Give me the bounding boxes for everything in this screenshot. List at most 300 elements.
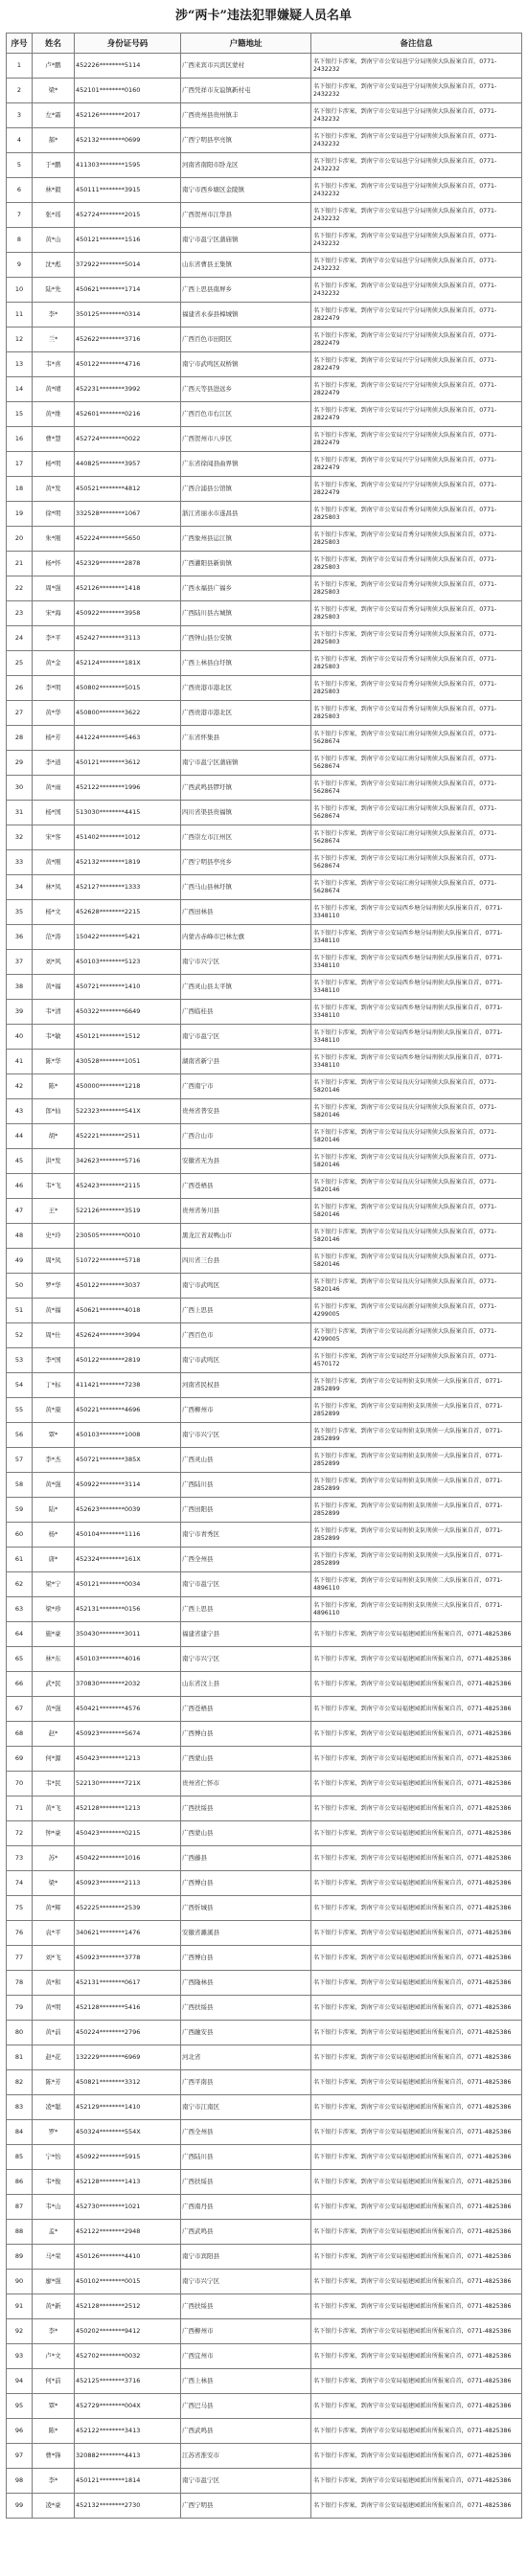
cell-id: 452132********1819 xyxy=(75,850,181,875)
cell-seq: 92 xyxy=(7,2319,33,2344)
table-row xyxy=(7,1796,522,1821)
cell-id: 320882********4413 xyxy=(75,2444,181,2469)
cell-address: 四川省三台县 xyxy=(181,1249,311,1274)
cell-id: 450111********3915 xyxy=(75,178,181,203)
cell-name: 林*凤 xyxy=(33,875,75,900)
table-row xyxy=(7,1871,522,1896)
cell-address: 广西陆川县古城镇 xyxy=(181,601,311,626)
cell-address: 广西南丹县 xyxy=(181,2195,311,2220)
table-row xyxy=(7,2319,522,2344)
cell-name: 黄*明 xyxy=(33,1996,75,2021)
cell-name: 黄*强 xyxy=(33,1697,75,1722)
cell-id: 452122********2948 xyxy=(75,2220,181,2245)
cell-note: 名下银行卡涉案，到南宁市公安局兴宁分局刑侦大队报案自首，0771-2822479 xyxy=(311,352,522,377)
cell-seq: 61 xyxy=(7,1548,33,1572)
cell-name: 梁*珍 xyxy=(33,1597,75,1622)
cell-seq: 25 xyxy=(7,651,33,676)
table-row xyxy=(7,1548,522,1572)
cell-id: 452132********2730 xyxy=(75,2494,181,2519)
cell-name: 赵* xyxy=(33,1722,75,1747)
cell-note: 名下银行卡涉案，到南宁市公安局邕宁分局刑侦大队报案自首，0771-2432232 xyxy=(311,153,522,178)
cell-note: 名下银行卡涉案，到南宁市公安局福建园派出所报案自首，0771-4825386 xyxy=(311,2220,522,2245)
cell-note: 名下银行卡涉案，到南宁市公安局邕宁分局刑侦大队报案自首，0771-2432232 xyxy=(311,253,522,278)
header-address: 户籍地址 xyxy=(181,34,311,54)
cell-note: 名下银行卡涉案，到南宁市公安局刑侦支队刑侦一大队报案自首，0771-2852899 xyxy=(311,1398,522,1423)
cell-name: 胡* xyxy=(33,1124,75,1149)
cell-note: 名下银行卡涉案，到南宁市公安局福建园派出所报案自首，0771-4825386 xyxy=(311,1821,522,1846)
cell-id: 450224********2796 xyxy=(75,2021,181,2045)
cell-note: 名下银行卡涉案，到南宁市公安局福建园派出所报案自首，0771-4825386 xyxy=(311,2021,522,2045)
table-row xyxy=(7,2120,522,2145)
cell-id: 411421********7238 xyxy=(75,1373,181,1398)
cell-note: 名下银行卡涉案，到南宁市公安局邕宁分局刑侦大队报案自首，0771-2432232 xyxy=(311,103,522,128)
cell-name: 梁* xyxy=(33,1871,75,1896)
cell-name: 李* xyxy=(33,2319,75,2344)
cell-note: 名下银行卡涉案，到南宁市公安局邕宁分局刑侦大队报案自首，0771-2432232 xyxy=(311,54,522,79)
cell-address: 黑龙江省双鸭山市 xyxy=(181,1224,311,1249)
table-row xyxy=(7,1149,522,1174)
cell-name: 黄*福 xyxy=(33,975,75,1000)
table-row xyxy=(7,751,522,776)
cell-name: 李*明 xyxy=(33,676,75,701)
table-row xyxy=(7,402,522,427)
table-row xyxy=(7,2220,522,2245)
cell-name: 卢*文 xyxy=(33,2344,75,2369)
cell-note: 名下银行卡涉案，到南宁市公安局经开分局刑侦大队报案自首，0771-4570172 xyxy=(311,1348,522,1373)
cell-address: 广西博白县 xyxy=(181,1946,311,1971)
table-row xyxy=(7,2070,522,2095)
table-row xyxy=(7,950,522,975)
cell-note: 名下银行卡涉案，到南宁市公安局良庆分局刑侦大队报案自首，0771-5820146 xyxy=(311,1149,522,1174)
cell-seq: 23 xyxy=(7,601,33,626)
cell-name: 刘*飞 xyxy=(33,1946,75,1971)
cell-address: 南宁市邕宁区蒲庙镇 xyxy=(181,228,311,253)
cell-seq: 97 xyxy=(7,2444,33,2469)
cell-address: 广西合浦县公馆镇 xyxy=(181,477,311,502)
cell-seq: 98 xyxy=(7,2469,33,2494)
cell-id: 452224********5650 xyxy=(75,527,181,552)
cell-seq: 38 xyxy=(7,975,33,1000)
cell-name: 曹*锋 xyxy=(33,2444,75,2469)
cell-seq: 93 xyxy=(7,2344,33,2369)
cell-note: 名下银行卡涉案，到南宁市公安局兴宁分局刑侦大队报案自首，0771-2822479 xyxy=(311,303,522,328)
cell-seq: 12 xyxy=(7,328,33,352)
table-row xyxy=(7,900,522,925)
cell-seq: 17 xyxy=(7,452,33,477)
cell-address: 广西合山市 xyxy=(181,1124,311,1149)
cell-id: 452231********3992 xyxy=(75,377,181,402)
cell-address: 南宁市宾阳县 xyxy=(181,2245,311,2270)
cell-note: 名下银行卡涉案，到南宁市公安局福建园派出所报案自首，0771-4825386 xyxy=(311,1772,522,1796)
table-row xyxy=(7,427,522,452)
cell-note: 名下银行卡涉案，到南宁市公安局福建园派出所报案自首，0771-4825386 xyxy=(311,2444,522,2469)
table-row xyxy=(7,377,522,402)
cell-seq: 30 xyxy=(7,776,33,801)
cell-address: 广西陆川县 xyxy=(181,1473,311,1498)
table-row xyxy=(7,825,522,850)
cell-note: 名下银行卡涉案，到南宁市公安局西乡塘分局刑侦大队报案自首，0771-3348110 xyxy=(311,925,522,950)
table-row xyxy=(7,1846,522,1871)
cell-id: 450121********3612 xyxy=(75,751,181,776)
cell-id: 450202********9412 xyxy=(75,2319,181,2344)
cell-seq: 82 xyxy=(7,2070,33,2095)
table-row xyxy=(7,1971,522,1996)
cell-name: 陆*先 xyxy=(33,278,75,303)
cell-note: 名下银行卡涉案，到南宁市公安局江南分局刑侦大队报案自首，0771-5628674 xyxy=(311,825,522,850)
table-row xyxy=(7,303,522,328)
cell-seq: 13 xyxy=(7,352,33,377)
cell-seq: 32 xyxy=(7,825,33,850)
cell-name: 梁*宁 xyxy=(33,1572,75,1597)
cell-address: 广西武鸣县 xyxy=(181,2220,311,2245)
cell-id: 430528********1051 xyxy=(75,1050,181,1074)
table-row xyxy=(7,1946,522,1971)
cell-id: 452622********3716 xyxy=(75,328,181,352)
cell-note: 名下银行卡涉案，到南宁市公安局福建园派出所报案自首，0771-4825386 xyxy=(311,1971,522,1996)
cell-note: 名下银行卡涉案，到南宁市公安局兴宁分局刑侦大队报案自首，0771-2822479 xyxy=(311,328,522,352)
cell-name: 刘*风 xyxy=(33,950,75,975)
cell-address: 广西永福县广福乡 xyxy=(181,576,311,601)
cell-name: 宋*客 xyxy=(33,825,75,850)
cell-seq: 9 xyxy=(7,253,33,278)
table-row xyxy=(7,1523,522,1548)
cell-seq: 62 xyxy=(7,1572,33,1597)
cell-note: 名下银行卡涉案，到南宁市公安局福建园派出所报案自首，0771-4825386 xyxy=(311,2494,522,2519)
table-row xyxy=(7,2444,522,2469)
cell-id: 450104********1116 xyxy=(75,1523,181,1548)
cell-id: 342623********5716 xyxy=(75,1149,181,1174)
cell-note: 名下银行卡涉案，到南宁市公安局福建园派出所报案自首，0771-4825386 xyxy=(311,2294,522,2319)
cell-id: 450721********385X xyxy=(75,1448,181,1473)
cell-address: 贵州省普安县 xyxy=(181,1099,311,1124)
cell-name: 黄*强 xyxy=(33,1473,75,1498)
cell-seq: 73 xyxy=(7,1846,33,1871)
cell-note: 名下银行卡涉案，到南宁市公安局邕宁分局刑侦大队报案自首，0771-2432232 xyxy=(311,203,522,228)
cell-note: 名下银行卡涉案，到南宁市公安局青秀分局刑侦大队报案自首，0771-2825803 xyxy=(311,502,522,527)
table-row xyxy=(7,1572,522,1597)
cell-seq: 69 xyxy=(7,1747,33,1772)
cell-seq: 86 xyxy=(7,2170,33,2195)
cell-note: 名下银行卡涉案，到南宁市公安局福建园派出所报案自首，0771-4825386 xyxy=(311,1921,522,1946)
cell-name: 沈*彪 xyxy=(33,253,75,278)
cell-seq: 54 xyxy=(7,1373,33,1398)
table-row xyxy=(7,1299,522,1323)
cell-id: 450923********3778 xyxy=(75,1946,181,1971)
cell-note: 名下银行卡涉案，到南宁市公安局西乡塘分局刑侦大队报案自首，0771-3348110 xyxy=(311,950,522,975)
cell-address: 江苏省淮安市 xyxy=(181,2444,311,2469)
cell-seq: 16 xyxy=(7,427,33,452)
cell-name: 陈*芳 xyxy=(33,2070,75,2095)
cell-id: 450103********5123 xyxy=(75,950,181,975)
cell-name: 马*荣 xyxy=(33,2245,75,2270)
cell-note: 名下银行卡涉案，到南宁市公安局福建园派出所报案自首，0771-4825386 xyxy=(311,2344,522,2369)
cell-id: 440825********3957 xyxy=(75,452,181,477)
cell-name: 张*瑶 xyxy=(33,203,75,228)
cell-note: 名下银行卡涉案，到南宁市公安局刑侦支队刑侦一大队报案自首，0771-2852899 xyxy=(311,1548,522,1572)
cell-name: 凌*豪 xyxy=(33,2494,75,2519)
cell-seq: 21 xyxy=(7,552,33,576)
cell-note: 名下银行卡涉案，到南宁市公安局福建园派出所报案自首，0771-4825386 xyxy=(311,2270,522,2294)
cell-seq: 34 xyxy=(7,875,33,900)
header-note: 备注信息 xyxy=(311,34,522,54)
table-row xyxy=(7,2270,522,2294)
cell-name: 黄*前 xyxy=(33,2021,75,2045)
cell-note: 名下银行卡涉案，到南宁市公安局西乡塘分局刑侦大队报案自首，0771-3348110 xyxy=(311,1000,522,1025)
cell-id: 350430********3011 xyxy=(75,1622,181,1647)
cell-address: 河南省民权县 xyxy=(181,1373,311,1398)
cell-id: 350125********0314 xyxy=(75,303,181,328)
cell-note: 名下银行卡涉案，到南宁市公安局福建园派出所报案自首，0771-4825386 xyxy=(311,1747,522,1772)
table-row xyxy=(7,850,522,875)
cell-note: 名下银行卡涉案，到南宁市公安局福建园派出所报案自首，0771-4825386 xyxy=(311,2045,522,2070)
cell-id: 452127********1333 xyxy=(75,875,181,900)
cell-seq: 60 xyxy=(7,1523,33,1548)
cell-address: 湖南省新宁县 xyxy=(181,1050,311,1074)
cell-seq: 19 xyxy=(7,502,33,527)
cell-note: 名下银行卡涉案，到南宁市公安局福建园派出所报案自首，0771-4825386 xyxy=(311,2319,522,2344)
cell-id: 411303********1595 xyxy=(75,153,181,178)
cell-seq: 3 xyxy=(7,103,33,128)
cell-note: 名下银行卡涉案，到南宁市公安局高新分局刑侦大队报案自首，0771-4299005 xyxy=(311,1299,522,1323)
cell-seq: 44 xyxy=(7,1124,33,1149)
cell-address: 广西马山县林圩镇 xyxy=(181,875,311,900)
table-row xyxy=(7,2170,522,2195)
cell-seq: 47 xyxy=(7,1199,33,1224)
cell-seq: 70 xyxy=(7,1772,33,1796)
cell-note: 名下银行卡涉案，到南宁市公安局邕宁分局刑侦大队报案自首，0771-2432232 xyxy=(311,128,522,153)
cell-address: 广西柳州市 xyxy=(181,2319,311,2344)
cell-seq: 95 xyxy=(7,2394,33,2419)
cell-address: 广西武鸣县 xyxy=(181,2419,311,2444)
cell-id: 450802********5015 xyxy=(75,676,181,701)
cell-seq: 8 xyxy=(7,228,33,253)
table-row xyxy=(7,1398,522,1423)
cell-address: 广西百色市右江区 xyxy=(181,402,311,427)
table-row xyxy=(7,502,522,527)
cell-id: 450922********3958 xyxy=(75,601,181,626)
cell-id: 513030********4415 xyxy=(75,801,181,825)
cell-name: 覃* xyxy=(33,1423,75,1448)
cell-name: 王* xyxy=(33,1199,75,1224)
cell-seq: 90 xyxy=(7,2270,33,2294)
cell-note: 名下银行卡涉案，到南宁市公安局福建园派出所报案自首，0771-4825386 xyxy=(311,1672,522,1697)
cell-note: 名下银行卡涉案，到南宁市公安局江南分局刑侦大队报案自首，0771-5628674 xyxy=(311,726,522,751)
cell-id: 450221********4696 xyxy=(75,1398,181,1423)
cell-name: 黄*和 xyxy=(33,1971,75,1996)
cell-address: 河北省 xyxy=(181,2045,311,2070)
cell-seq: 74 xyxy=(7,1871,33,1896)
cell-seq: 84 xyxy=(7,2120,33,2145)
table-row xyxy=(7,1821,522,1846)
cell-id: 452324********161X xyxy=(75,1548,181,1572)
cell-note: 名下银行卡涉案，到南宁市公安局邕宁分局刑侦大队报案自首，0771-2432232 xyxy=(311,178,522,203)
cell-note: 名下银行卡涉案，到南宁市公安局刑侦支队刑侦一大队报案自首，0771-2852899 xyxy=(311,1448,522,1473)
cell-seq: 94 xyxy=(7,2369,33,2394)
cell-name: 杨*文 xyxy=(33,900,75,925)
cell-note: 名下银行卡涉案，到南宁市公安局福建园派出所报案自首，0771-4825386 xyxy=(311,1871,522,1896)
cell-note: 名下银行卡涉案，到南宁市公安局福建园派出所报案自首，0771-4825386 xyxy=(311,1647,522,1672)
cell-id: 372922********5014 xyxy=(75,253,181,278)
cell-note: 名下银行卡涉案，到南宁市公安局兴宁分局刑侦大队报案自首，0771-2822479 xyxy=(311,377,522,402)
cell-name: 罗* xyxy=(33,2120,75,2145)
cell-name: 韦*俊 xyxy=(33,2170,75,2195)
cell-seq: 39 xyxy=(7,1000,33,1025)
cell-seq: 91 xyxy=(7,2294,33,2319)
cell-seq: 72 xyxy=(7,1821,33,1846)
cell-name: 黄*雨 xyxy=(33,776,75,801)
cell-name: 黄*华 xyxy=(33,701,75,726)
cell-name: 郎*仙 xyxy=(33,1099,75,1124)
cell-id: 452724********2015 xyxy=(75,203,181,228)
cell-seq: 37 xyxy=(7,950,33,975)
table-row xyxy=(7,1647,522,1672)
cell-note: 名下银行卡涉案，到南宁市公安局良庆分局刑侦大队报案自首，0771-5820146 xyxy=(311,1099,522,1124)
cell-address: 广西苍梧县 xyxy=(181,1174,311,1199)
cell-note: 名下银行卡涉案，到南宁市公安局刑侦支队刑侦二大队报案自首，0771-4896110 xyxy=(311,1572,522,1597)
cell-seq: 71 xyxy=(7,1796,33,1821)
table-row xyxy=(7,79,522,103)
table-row xyxy=(7,1373,522,1398)
cell-note: 名下银行卡涉案，到南宁市公安局良庆分局刑侦大队报案自首，0771-5820146 xyxy=(311,1174,522,1199)
cell-address: 广西扶绥县 xyxy=(181,2294,311,2319)
cell-name: 李*杰 xyxy=(33,1448,75,1473)
cell-name: 曹*慧 xyxy=(33,427,75,452)
cell-seq: 42 xyxy=(7,1074,33,1099)
cell-id: 450122********2819 xyxy=(75,1348,181,1373)
cell-address: 广西藤县 xyxy=(181,1846,311,1871)
cell-address: 广西蒙山县 xyxy=(181,1821,311,1846)
cell-address: 广西灵山县 xyxy=(181,1448,311,1473)
cell-address: 南宁市武鸣区 xyxy=(181,1348,311,1373)
cell-address: 广西南宁市 xyxy=(181,1074,311,1099)
table-row xyxy=(7,2469,522,2494)
cell-note: 名下银行卡涉案，到南宁市公安局福建园派出所报案自首，0771-4825386 xyxy=(311,2245,522,2270)
cell-id: 450000********1218 xyxy=(75,1074,181,1099)
cell-seq: 56 xyxy=(7,1423,33,1448)
cell-id: 452129********1410 xyxy=(75,2095,181,2120)
table-row xyxy=(7,54,522,79)
cell-id: 452729********004X xyxy=(75,2394,181,2419)
table-row xyxy=(7,1249,522,1274)
cell-note: 名下银行卡涉案，到南宁市公安局西乡塘分局刑侦大队报案自首，0771-3348110 xyxy=(311,900,522,925)
cell-address: 广西临桂县 xyxy=(181,1000,311,1025)
cell-name: 韦*山 xyxy=(33,2195,75,2220)
table-row xyxy=(7,2294,522,2319)
table-row xyxy=(7,452,522,477)
cell-address: 广西全州县 xyxy=(181,1548,311,1572)
cell-note: 名下银行卡涉案，到南宁市公安局良庆分局刑侦大队报案自首，0771-5820146 xyxy=(311,1249,522,1274)
cell-address: 广西蒙山县 xyxy=(181,1747,311,1772)
table-row xyxy=(7,1697,522,1722)
cell-id: 450121********1512 xyxy=(75,1025,181,1050)
cell-name: 宋*海 xyxy=(33,601,75,626)
cell-note: 名下银行卡涉案，到南宁市公安局刑侦支队刑侦一大队报案自首，0771-2852899 xyxy=(311,1373,522,1398)
cell-address: 贵州省仁怀市 xyxy=(181,1772,311,1796)
cell-id: 450800********3622 xyxy=(75,701,181,726)
cell-note: 名下银行卡涉案，到南宁市公安局福建园派出所报案自首，0771-4825386 xyxy=(311,2369,522,2394)
cell-address: 广西融安县 xyxy=(181,2021,311,2045)
cell-address: 广西扶绥县 xyxy=(181,1796,311,1821)
cell-id: 450923********5674 xyxy=(75,1722,181,1747)
cell-address: 广西钟山县公安镇 xyxy=(181,626,311,651)
cell-id: 150422********5421 xyxy=(75,925,181,950)
cell-id: 452628********2215 xyxy=(75,900,181,925)
cell-address: 广西宜州市 xyxy=(181,2344,311,2369)
cell-id: 450121********0034 xyxy=(75,1572,181,1597)
cell-seq: 64 xyxy=(7,1622,33,1647)
cell-address: 山东省曹县王集镇 xyxy=(181,253,311,278)
cell-seq: 36 xyxy=(7,925,33,950)
cell-address: 南宁市兴宁区 xyxy=(181,950,311,975)
cell-seq: 41 xyxy=(7,1050,33,1074)
table-row xyxy=(7,2344,522,2369)
cell-id: 450102********0015 xyxy=(75,2270,181,2294)
cell-seq: 65 xyxy=(7,1647,33,1672)
cell-seq: 85 xyxy=(7,2145,33,2170)
cell-id: 452601********0216 xyxy=(75,402,181,427)
cell-id: 452132********0699 xyxy=(75,128,181,153)
cell-address: 南宁市西乡塘区金陵镇 xyxy=(181,178,311,203)
cell-name: 韦*敏 xyxy=(33,1025,75,1050)
cell-id: 450322********6649 xyxy=(75,1000,181,1025)
table-row xyxy=(7,2245,522,2270)
cell-note: 名下银行卡涉案，到南宁市公安局良庆分局刑侦大队报案自首，0771-5820146 xyxy=(311,1274,522,1299)
cell-address: 南宁市邕宁区蒲庙镇 xyxy=(181,751,311,776)
table-body xyxy=(7,54,522,2519)
cell-name: 林*毅 xyxy=(33,178,75,203)
cell-name: 洪*发 xyxy=(33,1149,75,1174)
cell-id: 450423********0215 xyxy=(75,1821,181,1846)
cell-seq: 35 xyxy=(7,900,33,925)
cell-name: 陈*华 xyxy=(33,1050,75,1074)
table-row xyxy=(7,203,522,228)
cell-name: 杨*国 xyxy=(33,801,75,825)
cell-note: 名下银行卡涉案，到南宁市公安局福建园派出所报案自首，0771-4825386 xyxy=(311,1722,522,1747)
cell-seq: 7 xyxy=(7,203,33,228)
cell-name: 黄*新 xyxy=(33,2294,75,2319)
cell-note: 名下银行卡涉案，到南宁市公安局刑侦支队刑侦一大队报案自首，0771-2852899 xyxy=(311,1473,522,1498)
cell-id: 522323********541X xyxy=(75,1099,181,1124)
table-row xyxy=(7,1099,522,1124)
cell-id: 452101********0160 xyxy=(75,79,181,103)
cell-seq: 66 xyxy=(7,1672,33,1697)
cell-seq: 46 xyxy=(7,1174,33,1199)
cell-name: 宁*怡 xyxy=(33,2145,75,2170)
cell-address: 广西武鸣县锣圩镇 xyxy=(181,776,311,801)
table-row xyxy=(7,1025,522,1050)
cell-note: 名下银行卡涉案，到南宁市公安局良庆分局刑侦大队报案自首，0771-5820146 xyxy=(311,1199,522,1224)
table-row xyxy=(7,701,522,726)
cell-name: 黄*福 xyxy=(33,1299,75,1323)
cell-name: 丁*标 xyxy=(33,1373,75,1398)
cell-id: 450621********1714 xyxy=(75,278,181,303)
table-row xyxy=(7,576,522,601)
table-row xyxy=(7,1124,522,1149)
cell-seq: 2 xyxy=(7,79,33,103)
header-name: 姓名 xyxy=(33,34,75,54)
cell-address: 南宁市兴宁区 xyxy=(181,2270,311,2294)
cell-id: 452730********1021 xyxy=(75,2195,181,2220)
cell-seq: 55 xyxy=(7,1398,33,1423)
cell-note: 名下银行卡涉案，到南宁市公安局福建园派出所报案自首，0771-4825386 xyxy=(311,1697,522,1722)
cell-note: 名下银行卡涉案，到南宁市公安局福建园派出所报案自首，0771-4825386 xyxy=(311,2170,522,2195)
cell-address: 广西贵州县贵州镇丰 xyxy=(181,103,311,128)
table-row xyxy=(7,1174,522,1199)
cell-seq: 45 xyxy=(7,1149,33,1174)
cell-name: 何*前 xyxy=(33,2369,75,2394)
cell-id: 522130********721X xyxy=(75,1772,181,1796)
cell-address: 广西田阳县 xyxy=(181,1498,311,1523)
